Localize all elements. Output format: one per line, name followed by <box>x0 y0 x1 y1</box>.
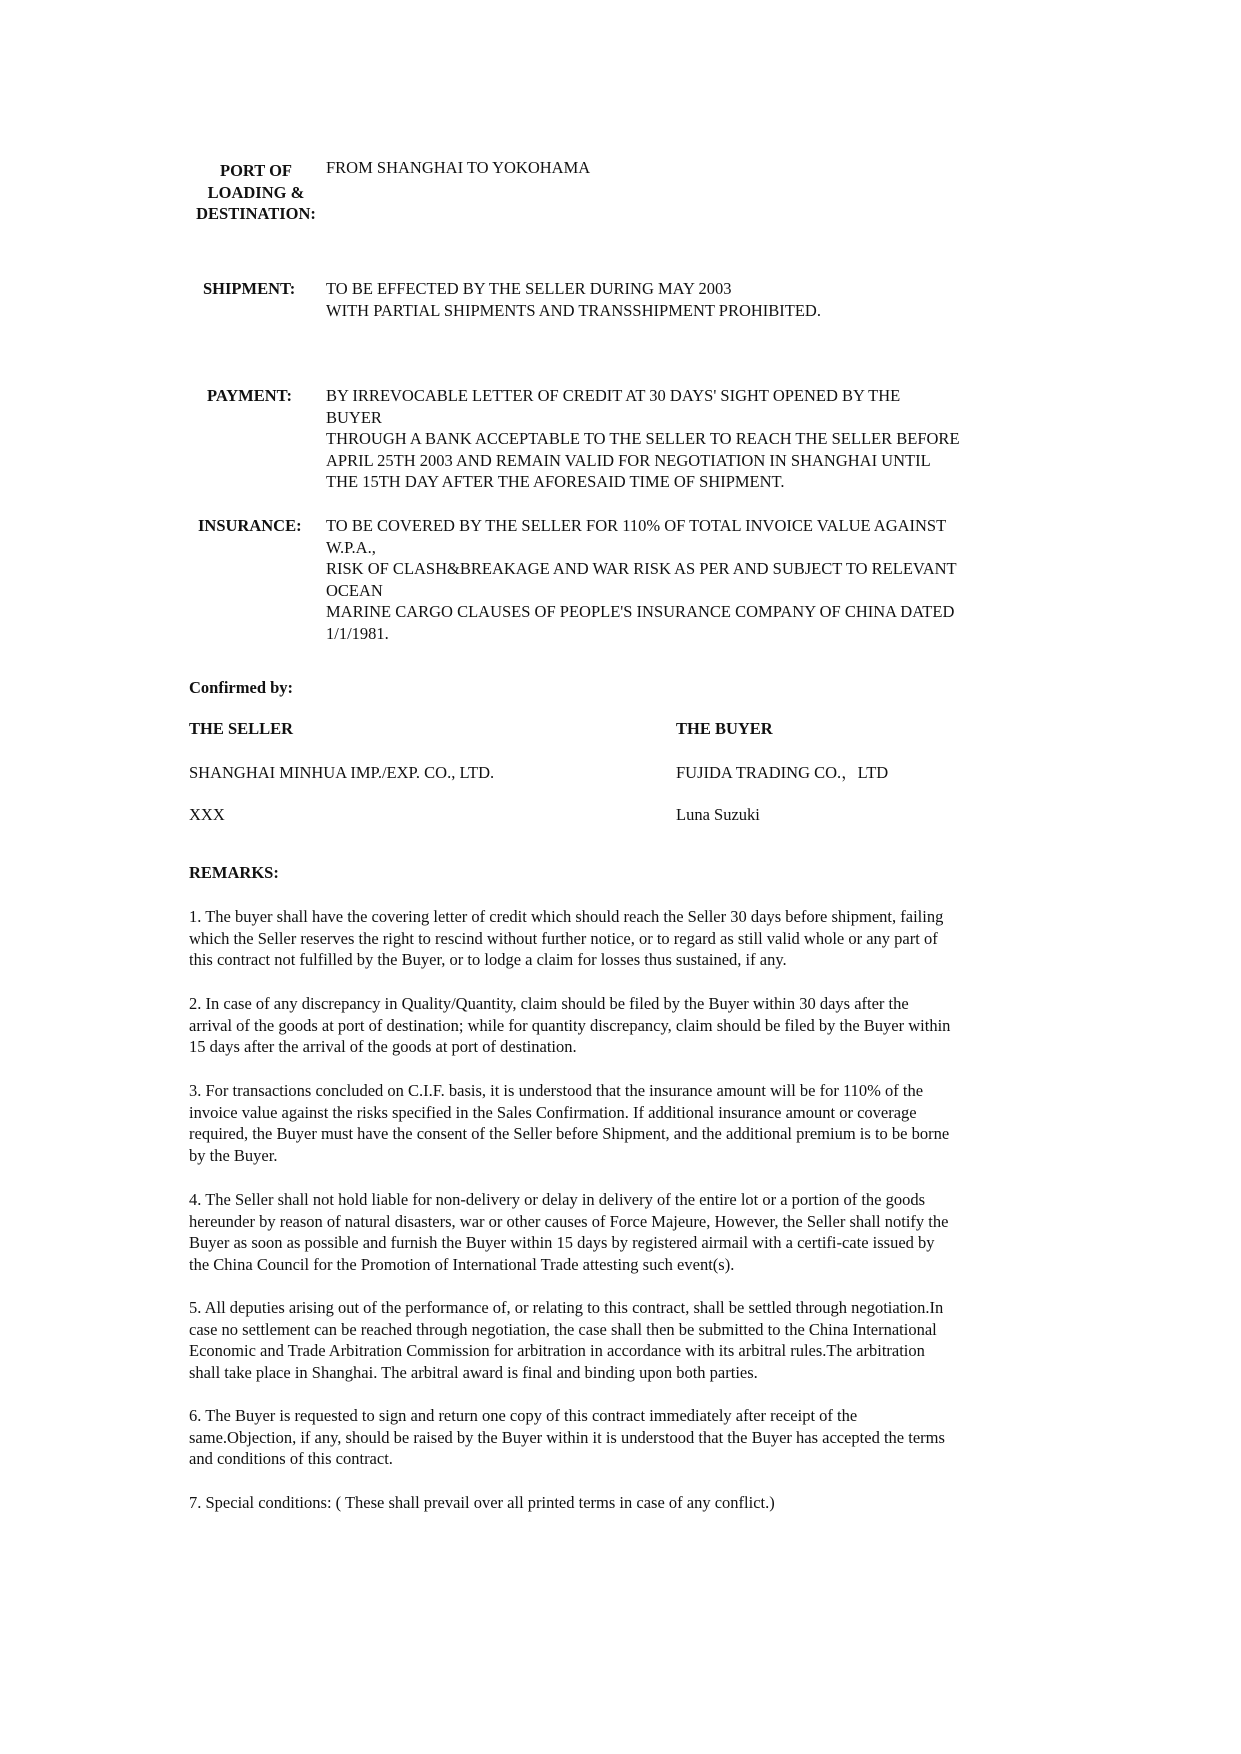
seller-company: SHANGHAI MINHUA IMP./EXP. CO., LTD. <box>189 763 495 782</box>
remarks-heading: REMARKS: <box>189 863 279 882</box>
port-label: PORT OF LOADING & DESTINATION: <box>196 161 316 223</box>
shipment-value: TO BE EFFECTED BY THE SELLER DURING MAY 2003 WITH PARTIAL SHIPMENTS AND TRANSSHIPMENT PROHIBITED. <box>326 279 821 320</box>
payment-value: BY IRREVOCABLE LETTER OF CREDIT AT 30 DAYS' SIGHT OPENED BY THE BUYER THROUGH A BANK ACCEPTABLE TO THE SELLER TO REACH THE SELLER BEFORE APRIL 25TH 2003 AND REMAIN VALID FOR NEGOTIATION IN SHANGHAI UNTIL THE 15TH DAY AFTER THE AFORESAID TIME OF SHIPMENT. <box>326 386 960 491</box>
buyer-signatory: Luna Suzuki <box>676 805 760 824</box>
buyer-company: FUJIDA TRADING CO.，LTD <box>676 763 889 782</box>
remark-item-5: 5. All deputies arising out of the performance of, or relating to this contract, shall be settled through negotiation.In case no settlement can be reached through negotiation, the case shall then be submitted to the China International Economic and Trade Arbitration Commission for arbitration in accordance with its arbitral rules.The arbitration shall take place in Shanghai. The arbitral award is final and binding upon both parties. <box>189 1298 944 1382</box>
insurance-value: TO BE COVERED BY THE SELLER FOR 110% OF TOTAL INVOICE VALUE AGAINST W.P.A., RISK OF CLASH&BREAKAGE AND WAR RISK AS PER AND SUBJECT TO RELEVANT OCEAN MARINE CARGO CLAUSES OF PEOPLE'S INSURANCE COMPANY OF CHINA DATED 1/1/1981. <box>326 516 957 643</box>
buyer-heading: THE BUYER <box>676 719 773 738</box>
remark-item-6: 6. The Buyer is requested to sign and return one copy of this contract immediately after receipt of the same.Objection, if any, should be raised by the Buyer within it is understood that the Buyer has accepted the terms and conditions of this contract. <box>189 1406 945 1469</box>
shipment-label: SHIPMENT: <box>203 279 296 298</box>
payment-label: PAYMENT: <box>207 386 292 405</box>
remark-item-2: 2. In case of any discrepancy in Quality/Quantity, claim should be filed by the Buyer within 30 days after the arrival of the goods at port of destination; while for quantity discrepancy, claim should be filed by the Buyer within 15 days after the arrival of the goods at port of destination. <box>189 994 951 1057</box>
remark-item-7: 7. Special conditions: ( These shall prevail over all printed terms in case of any conflict.) <box>189 1493 775 1512</box>
remark-item-1: 1. The buyer shall have the covering letter of credit which should reach the Seller 30 days before shipment, failing which the Seller reserves the right to rescind without further notice, or to regard as still valid whole or any part of this contract not fulfilled by the Buyer, or to lodge a claim for losses thus sustained, if any. <box>189 907 944 970</box>
remark-item-4: 4. The Seller shall not hold liable for non-delivery or delay in delivery of the entire lot or a portion of the goods hereunder by reason of natural disasters, war or other causes of Force Majeure, However, the Seller shall notify the Buyer as soon as possible and furnish the Buyer within 15 days by registered airmail with a certifi-cate issued by the China Council for the Promotion of International Trade attesting such event(s). <box>189 1190 949 1274</box>
confirmed-by-heading: Confirmed by: <box>189 678 294 697</box>
port-value: FROM SHANGHAI TO YOKOHAMA <box>326 158 591 177</box>
seller-heading: THE SELLER <box>189 719 294 738</box>
seller-signatory: XXX <box>189 805 225 824</box>
insurance-label: INSURANCE: <box>198 516 302 535</box>
remark-item-3: 3. For transactions concluded on C.I.F. basis, it is understood that the insurance amount will be for 110% of the invoice value against the risks specified in the Sales Confirmation. If additional insurance amount or coverage required, the Buyer must have the consent of the Seller before Shipment, and the additional premium is to be borne by the Buyer. <box>189 1081 950 1165</box>
